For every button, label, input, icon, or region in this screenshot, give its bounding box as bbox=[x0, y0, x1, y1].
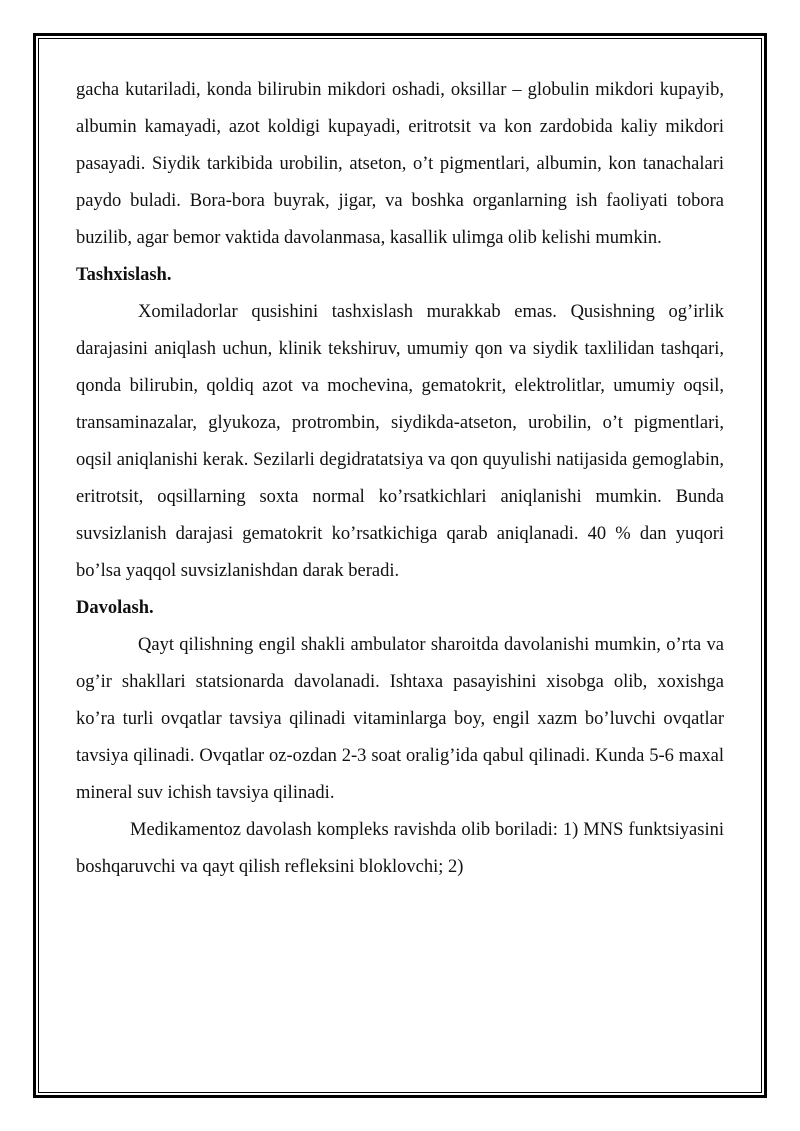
heading-tashxislash: Tashxislash. bbox=[76, 265, 172, 285]
document-body bbox=[76, 72, 724, 886]
paragraph-continuation: gacha kutariladi, konda bilirubin mikdori oshadi, oksillar – globulin mikdori kupayib, albumin kamayadi, azot koldigi kupayadi, eritrotsit va kon zardobida kaliy mikdori pasayadi. Siydik tarkibida urobilin, atseton, o’t pigmentlari, albumin, kon tanachalari paydo buladi. Bora-bora buyrak, jigar, va boshka organlarning ish faoliyati tobora buzilib, agar bemor vaktida davolanmasa, kasallik ulimga olib kelishi mumkin. bbox=[76, 80, 724, 248]
paragraph-treatment: Qayt qilishning engil shakli ambulator sharoitda davolanishi mumkin, o’rta va og’ir shakllari statsionarda davolanadi. Ishtaxa pasayishini xisobga olib, xoxishga ko’ra turli ovqatlar tavsiya qilinadi vitaminlarga boy, engil xazm bo’luvchi ovqatlar tavsiya qilinadi. Ovqatlar oz-ozdan 2-3 soat oralig’ida qabul qilinadi. Kunda 5-6 maxal mineral suv ichish tavsiya qilinadi. bbox=[76, 635, 724, 803]
paragraph-medication: Medikamentoz davolash kompleks ravishda olib boriladi: 1) MNS funktsiyasini boshqaruvchi va qayt qilish refleksini bloklovchi; 2) bbox=[76, 820, 724, 877]
paragraph-diagnosis: Xomiladorlar qusishini tashxislash murakkab emas. Qusishning og’irlik darajasini aniqlash uchun, klinik tekshiruv, umumiy qon va siydik taxlilidan tashqari, qonda bilirubin, qoldiq azot va mochevina, gematokrit, elektrolitlar, umumiy oqsil, transaminazalar, glyukoza, protrombin, siydikda-atseton, urobilin, o’t pigmentlari, oqsil aniqlanishi kerak. Sezilarli degidratatsiya va qon quyulishi natijasida gemoglabin, eritrotsit, oqsillarning soxta normal ko’rsatkichlari aniqlanishi mumkin. Bunda suvsizlanish darajasi gematokrit ko’rsatkichiga qarab aniqlanadi. 40 % dan yuqori bo’lsa yaqqol suvsizlanishdan darak beradi. bbox=[76, 302, 724, 581]
heading-davolash: Davolash. bbox=[76, 598, 154, 618]
